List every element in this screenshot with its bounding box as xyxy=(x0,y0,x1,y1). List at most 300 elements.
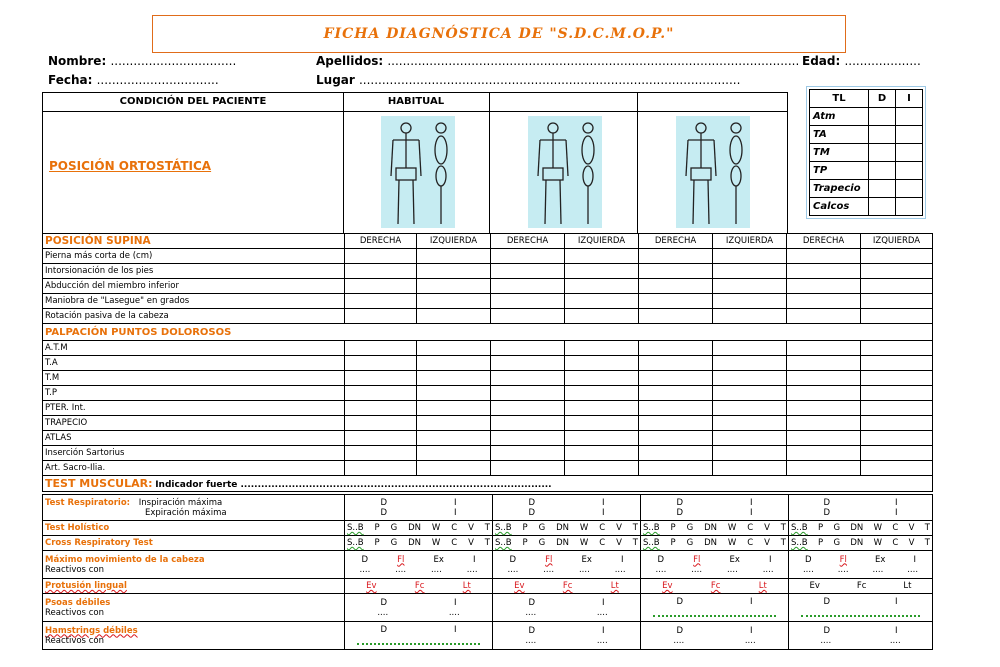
psoas-result-cell[interactable] xyxy=(641,594,789,622)
grid-cell[interactable] xyxy=(565,356,639,371)
grid-cell[interactable] xyxy=(787,294,861,309)
tl-cell[interactable] xyxy=(896,126,923,144)
head-move-cell[interactable] xyxy=(789,551,933,579)
holistic-letter: G xyxy=(686,523,694,533)
dots: .... xyxy=(802,564,814,575)
protusion-label xyxy=(43,579,345,594)
grid-cell[interactable] xyxy=(565,341,639,356)
i-mark: I xyxy=(895,497,898,508)
habitual-header: HABITUAL xyxy=(343,93,490,112)
grid-cell[interactable] xyxy=(861,309,933,324)
holistic-letter: P xyxy=(817,538,824,548)
grid-cell[interactable] xyxy=(491,416,565,431)
holistic-letter: V xyxy=(468,538,474,548)
grid-cell[interactable] xyxy=(713,249,787,264)
head-move-cell[interactable] xyxy=(641,551,789,579)
dots: .... xyxy=(726,564,738,575)
i-mark: I xyxy=(750,625,753,636)
hamstrings-label xyxy=(45,626,342,636)
col-izquierda: IZQUIERDA xyxy=(565,234,639,249)
holistic-letter: DN xyxy=(556,538,569,548)
grid-cell[interactable] xyxy=(787,371,861,386)
psoas-result-cell[interactable] xyxy=(493,594,641,622)
holistic-letter: G xyxy=(833,523,841,533)
grid-cell[interactable] xyxy=(639,446,713,461)
tl-cell[interactable] xyxy=(896,180,923,198)
grid-cell[interactable] xyxy=(491,401,565,416)
holistic-letter: T xyxy=(780,538,786,548)
grid-cell[interactable] xyxy=(565,249,639,264)
tl-header: TL xyxy=(810,90,869,108)
grid-cell[interactable] xyxy=(861,341,933,356)
ev-mark: Ev xyxy=(662,581,673,591)
inspiracion-label: Inspiración máxima xyxy=(138,497,223,508)
palpacion-row-label: T.M xyxy=(43,371,345,386)
grid-cell[interactable] xyxy=(565,416,639,431)
holistic-letter: W xyxy=(727,538,737,548)
grid-cell[interactable] xyxy=(639,371,713,386)
i-mark: I xyxy=(472,554,476,565)
protusion-cell[interactable] xyxy=(345,579,493,594)
grid-cell[interactable] xyxy=(565,461,639,476)
empty-header-2 xyxy=(489,93,638,112)
head-move-cell[interactable] xyxy=(493,551,641,579)
grid-cell[interactable] xyxy=(345,431,417,446)
grid-cell[interactable] xyxy=(713,294,787,309)
holistic-cell[interactable] xyxy=(345,536,493,551)
fl-mark: Fl xyxy=(839,554,847,565)
holistic-cell[interactable] xyxy=(641,536,789,551)
grid-cell[interactable] xyxy=(417,401,491,416)
dots: .... xyxy=(820,635,832,646)
reactivos-label: Reactivos con xyxy=(45,564,104,575)
col-izquierda: IZQUIERDA xyxy=(861,234,933,249)
lt-mark: Lt xyxy=(758,581,767,591)
grid-cell[interactable] xyxy=(491,386,565,401)
test-respiratorio-label: Test Respiratorio: xyxy=(45,497,131,508)
grid-cell[interactable] xyxy=(417,431,491,446)
grid-cell[interactable] xyxy=(345,341,417,356)
d-mark: D xyxy=(823,497,831,508)
divider xyxy=(637,111,638,233)
resp-cell[interactable] xyxy=(345,495,493,521)
holistic-cell[interactable] xyxy=(789,536,933,551)
holistic-cell[interactable] xyxy=(789,521,933,536)
holistic-cell[interactable] xyxy=(345,521,493,536)
grid-cell[interactable] xyxy=(417,416,491,431)
maximo-cell xyxy=(43,551,345,579)
grid-cell[interactable] xyxy=(713,386,787,401)
skeleton-icon xyxy=(381,116,455,228)
grid-cell[interactable] xyxy=(565,446,639,461)
holistic-letter: T xyxy=(632,523,638,533)
tl-row-label: TA xyxy=(810,126,869,144)
fl-mark: Fl xyxy=(693,554,701,565)
holistic-letter: C xyxy=(599,538,606,548)
i-mark: I xyxy=(454,624,457,635)
holistic-letter: P xyxy=(670,538,676,548)
palpacion-row-label: PTER. Int. xyxy=(43,401,345,416)
grid-cell[interactable] xyxy=(345,401,417,416)
i-mark: I xyxy=(454,497,457,508)
col-izquierda: IZQUIERDA xyxy=(417,234,491,249)
grid-cell[interactable] xyxy=(565,264,639,279)
grid-cell[interactable] xyxy=(565,371,639,386)
holistic-letter: C xyxy=(747,538,754,548)
tl-table xyxy=(809,89,923,216)
grid-cell[interactable] xyxy=(565,309,639,324)
holistic-cell[interactable] xyxy=(493,521,641,536)
nombre-field[interactable] xyxy=(48,54,236,68)
sb-mark: S..B xyxy=(495,523,512,533)
tl-cell[interactable] xyxy=(896,198,923,216)
grid-cell[interactable] xyxy=(861,386,933,401)
holistic-letter: V xyxy=(908,523,915,533)
body-figure-1 xyxy=(381,116,455,228)
i-mark: I xyxy=(620,554,624,565)
grid-cell[interactable] xyxy=(565,431,639,446)
tl-row-label: TM xyxy=(810,144,869,162)
grid-cell[interactable] xyxy=(713,461,787,476)
grid-cell[interactable] xyxy=(417,309,491,324)
d-mark: D xyxy=(676,497,684,508)
grid-cell[interactable] xyxy=(713,416,787,431)
col-derecha: DERECHA xyxy=(345,234,417,249)
holistic-letter: T xyxy=(780,523,786,533)
tl-cell[interactable] xyxy=(869,126,896,144)
grid-cell[interactable] xyxy=(639,356,713,371)
grid-cell[interactable] xyxy=(713,309,787,324)
indicador-fuerte[interactable]: Indicador fuerte ........................................................................................... xyxy=(155,480,552,490)
grid-cell[interactable] xyxy=(345,446,417,461)
holistic-letter: P xyxy=(522,538,528,548)
grid-cell[interactable] xyxy=(417,356,491,371)
col-derecha: DERECHA xyxy=(639,234,713,249)
grid-cell[interactable] xyxy=(417,386,491,401)
tl-cell[interactable] xyxy=(869,162,896,180)
holistic-letter: C xyxy=(451,538,458,548)
dots: .... xyxy=(907,564,919,575)
holistic-letter: V xyxy=(908,538,915,548)
grid-cell[interactable] xyxy=(787,249,861,264)
grid-cell[interactable] xyxy=(861,401,933,416)
holistic-letter: DN xyxy=(556,523,569,533)
grid-cell[interactable] xyxy=(491,249,565,264)
fc-mark: Fc xyxy=(414,581,425,591)
grid-cell[interactable] xyxy=(345,294,417,309)
grid-cell[interactable] xyxy=(861,249,933,264)
test-grid xyxy=(42,494,933,650)
grid-cell[interactable] xyxy=(417,461,491,476)
grid-cell[interactable] xyxy=(491,431,565,446)
grid-cell[interactable] xyxy=(639,461,713,476)
grid-cell[interactable] xyxy=(491,294,565,309)
grid-cell[interactable] xyxy=(787,461,861,476)
dots: .... xyxy=(872,564,884,575)
fc-mark: Fc xyxy=(856,581,867,591)
i-mark: I xyxy=(602,625,605,636)
dots: .... xyxy=(525,635,537,646)
tl-cell[interactable] xyxy=(896,108,923,126)
dots: .... xyxy=(596,607,608,618)
test-holistico-label: Test Holístico xyxy=(43,521,345,536)
holistic-letter: G xyxy=(390,538,398,548)
supina-row-label: Rotación pasiva de la cabeza xyxy=(43,309,345,324)
supina-row-label: Intorsionación de los pies xyxy=(43,264,345,279)
holistic-letter: C xyxy=(599,523,606,533)
holistic-letter: G xyxy=(833,538,841,548)
grid-cell[interactable] xyxy=(713,264,787,279)
grid-cell[interactable] xyxy=(491,371,565,386)
tl-cell[interactable] xyxy=(869,198,896,216)
grid-cell[interactable] xyxy=(345,416,417,431)
protusion-cell[interactable] xyxy=(641,579,789,594)
col-derecha: DERECHA xyxy=(491,234,565,249)
grid-cell[interactable] xyxy=(787,341,861,356)
grid-cell[interactable] xyxy=(417,371,491,386)
grid-cell[interactable] xyxy=(713,401,787,416)
posicion-supina-label: POSICIÓN SUPINA xyxy=(43,234,345,249)
grid-cell[interactable] xyxy=(861,431,933,446)
dots: .... xyxy=(614,564,626,575)
ev-mark: Ev xyxy=(809,581,820,591)
hamstrings-result-cell[interactable] xyxy=(789,622,933,650)
dots: .... xyxy=(578,564,590,575)
grid-cell[interactable] xyxy=(861,446,933,461)
grid-cell[interactable] xyxy=(565,294,639,309)
tl-cell[interactable] xyxy=(869,108,896,126)
hamstrings-result-cell[interactable] xyxy=(345,622,493,650)
supina-row-label: Pierna más corta de (cm) xyxy=(43,249,345,264)
fl-mark: Fl xyxy=(397,554,405,565)
ex-mark: Ex xyxy=(433,554,444,565)
protusion-cell[interactable] xyxy=(789,579,933,594)
holistic-letter: V xyxy=(616,538,622,548)
holistic-letter: T xyxy=(484,523,490,533)
nombre-label: Nombre: xyxy=(48,54,107,68)
dots: .... xyxy=(673,635,685,646)
grid-cell[interactable] xyxy=(861,416,933,431)
resp-cell[interactable] xyxy=(789,495,933,521)
grid-cell[interactable] xyxy=(417,249,491,264)
palpacion-row-label: TRAPECIO xyxy=(43,416,345,431)
grid-cell[interactable] xyxy=(639,431,713,446)
grid-cell[interactable] xyxy=(787,386,861,401)
tl-header-i: I xyxy=(896,90,923,108)
grid-cell[interactable] xyxy=(861,264,933,279)
head-move-cell[interactable] xyxy=(345,551,493,579)
dots: .... xyxy=(395,564,407,575)
green-wave-mark xyxy=(653,609,776,617)
grid-cell[interactable] xyxy=(713,356,787,371)
grid-cell[interactable] xyxy=(713,341,787,356)
holistic-letter: W xyxy=(431,523,441,533)
grid-cell[interactable] xyxy=(639,401,713,416)
grid-cell[interactable] xyxy=(345,264,417,279)
grid-cell[interactable] xyxy=(787,401,861,416)
holistic-letter: DN xyxy=(704,523,717,533)
grid-cell[interactable] xyxy=(417,446,491,461)
i-mark: I xyxy=(602,497,605,508)
divider xyxy=(343,111,344,233)
holistic-cell[interactable] xyxy=(493,536,641,551)
d-mark: D xyxy=(657,554,665,565)
grid-cell[interactable] xyxy=(417,264,491,279)
grid-cell[interactable] xyxy=(345,461,417,476)
grid-cell[interactable] xyxy=(639,294,713,309)
psoas-cell xyxy=(43,594,345,622)
protusion-text: Protusión lingual xyxy=(45,581,127,591)
grid-cell[interactable] xyxy=(861,294,933,309)
d-mark: D xyxy=(528,497,536,508)
holistic-letter: G xyxy=(538,523,546,533)
dots: .... xyxy=(359,564,371,575)
holistic-letter: G xyxy=(390,523,398,533)
expiracion-label: Expiración máxima xyxy=(145,507,227,518)
grid-cell[interactable] xyxy=(565,386,639,401)
fecha-label: Fecha: xyxy=(48,73,93,87)
ex-mark: Ex xyxy=(874,554,886,565)
holistic-letter: DN xyxy=(408,538,421,548)
grid-cell[interactable] xyxy=(639,341,713,356)
fecha-dots: ................................ xyxy=(96,73,219,87)
fecha-field[interactable] xyxy=(48,73,219,87)
supina-row-label: Abducción del miembro inferior xyxy=(43,279,345,294)
grid-cell[interactable] xyxy=(639,264,713,279)
hamstrings-result-cell[interactable] xyxy=(493,622,641,650)
skeleton-icon xyxy=(676,116,750,228)
grid-cell[interactable] xyxy=(565,279,639,294)
dots: .... xyxy=(744,635,756,646)
holistic-letter: P xyxy=(670,523,676,533)
sb-mark: S..B xyxy=(791,523,808,533)
grid-cell[interactable] xyxy=(491,279,565,294)
grid-cell[interactable] xyxy=(787,446,861,461)
grid-cell[interactable] xyxy=(787,279,861,294)
grid-cell[interactable] xyxy=(491,264,565,279)
dots: .... xyxy=(466,564,478,575)
d-mark: D xyxy=(805,554,812,565)
holistic-cell[interactable] xyxy=(641,521,789,536)
tl-cell[interactable] xyxy=(869,180,896,198)
dots: .... xyxy=(525,607,537,618)
reactivos-label: Reactivos con xyxy=(45,635,104,646)
grid-cell[interactable] xyxy=(345,309,417,324)
hamstrings-text: Hamstrings débiles xyxy=(45,625,138,636)
tl-cell[interactable] xyxy=(896,144,923,162)
grid-cell[interactable] xyxy=(861,279,933,294)
lt-mark: Lt xyxy=(903,581,912,591)
grid-cell[interactable] xyxy=(639,416,713,431)
condicion-header: CONDICIÓN DEL PACIENTE xyxy=(43,93,344,112)
grid-cell[interactable] xyxy=(565,401,639,416)
grid-cell[interactable] xyxy=(345,356,417,371)
grid-cell[interactable] xyxy=(713,371,787,386)
tl-row-label: TP xyxy=(810,162,869,180)
edad-field[interactable] xyxy=(802,54,921,68)
ex-mark: Ex xyxy=(729,554,740,565)
d-mark: D xyxy=(380,597,388,608)
holistic-letter: G xyxy=(686,538,694,548)
psoas-label: Psoas débiles xyxy=(45,597,111,608)
grid-cell[interactable] xyxy=(713,431,787,446)
lugar-dots: .................................................................................................... xyxy=(358,73,741,87)
sb-mark: S..B xyxy=(643,523,660,533)
palpacion-row-label: A.T.M xyxy=(43,341,345,356)
i-mark: I xyxy=(895,507,898,518)
dots: .... xyxy=(543,564,555,575)
tl-row-label: Trapecio xyxy=(810,180,869,198)
grid-cell[interactable] xyxy=(491,446,565,461)
grid-cell[interactable] xyxy=(787,416,861,431)
grid-cell[interactable] xyxy=(417,294,491,309)
grid-cell[interactable] xyxy=(713,279,787,294)
grid-cell[interactable] xyxy=(639,386,713,401)
holistic-letter: W xyxy=(431,538,441,548)
psoas-result-cell[interactable] xyxy=(345,594,493,622)
tl-header-d: D xyxy=(869,90,896,108)
tl-row-label: Atm xyxy=(810,108,869,126)
hamstrings-result-cell[interactable] xyxy=(641,622,789,650)
resp-cell[interactable] xyxy=(493,495,641,521)
grid-cell[interactable] xyxy=(491,461,565,476)
grid-cell[interactable] xyxy=(787,356,861,371)
grid-cell[interactable] xyxy=(861,371,933,386)
grid-cell[interactable] xyxy=(345,249,417,264)
grid-cell[interactable] xyxy=(713,446,787,461)
apellidos-field[interactable] xyxy=(316,54,799,68)
d-mark: D xyxy=(676,625,684,636)
grid-cell[interactable] xyxy=(861,356,933,371)
fc-mark: Fc xyxy=(562,581,573,591)
grid-cell[interactable] xyxy=(639,279,713,294)
grid-cell[interactable] xyxy=(491,309,565,324)
grid-cell[interactable] xyxy=(417,341,491,356)
grid-cell[interactable] xyxy=(417,279,491,294)
tl-cell[interactable] xyxy=(869,144,896,162)
grid-cell[interactable] xyxy=(639,309,713,324)
test-muscular-row xyxy=(43,476,933,492)
grid-cell[interactable] xyxy=(491,341,565,356)
i-mark: I xyxy=(750,596,753,607)
grid-cell[interactable] xyxy=(345,279,417,294)
d-mark: D xyxy=(676,596,684,607)
grid-cell[interactable] xyxy=(345,371,417,386)
skeleton-icon xyxy=(528,116,602,228)
resp-cell[interactable] xyxy=(641,495,789,521)
tl-cell[interactable] xyxy=(896,162,923,180)
grid-cell[interactable] xyxy=(787,309,861,324)
lugar-field[interactable] xyxy=(316,73,740,87)
grid-cell[interactable] xyxy=(861,461,933,476)
ev-mark: Ev xyxy=(366,581,377,591)
grid-cell[interactable] xyxy=(787,264,861,279)
grid-cell[interactable] xyxy=(345,386,417,401)
grid-cell[interactable] xyxy=(491,356,565,371)
apellidos-dots: ............................................................................................................ xyxy=(387,54,800,68)
holistic-letter: P xyxy=(817,523,824,533)
grid-cell[interactable] xyxy=(639,249,713,264)
holistic-letter: C xyxy=(892,538,899,548)
holistic-letter: V xyxy=(764,523,770,533)
sb-mark: S..B xyxy=(643,538,660,548)
protusion-cell[interactable] xyxy=(493,579,641,594)
grid-cell[interactable] xyxy=(787,431,861,446)
body-figure-2 xyxy=(528,116,602,228)
d-mark: D xyxy=(676,507,684,518)
holistic-letter: C xyxy=(451,523,458,533)
psoas-result-cell[interactable] xyxy=(789,594,933,622)
